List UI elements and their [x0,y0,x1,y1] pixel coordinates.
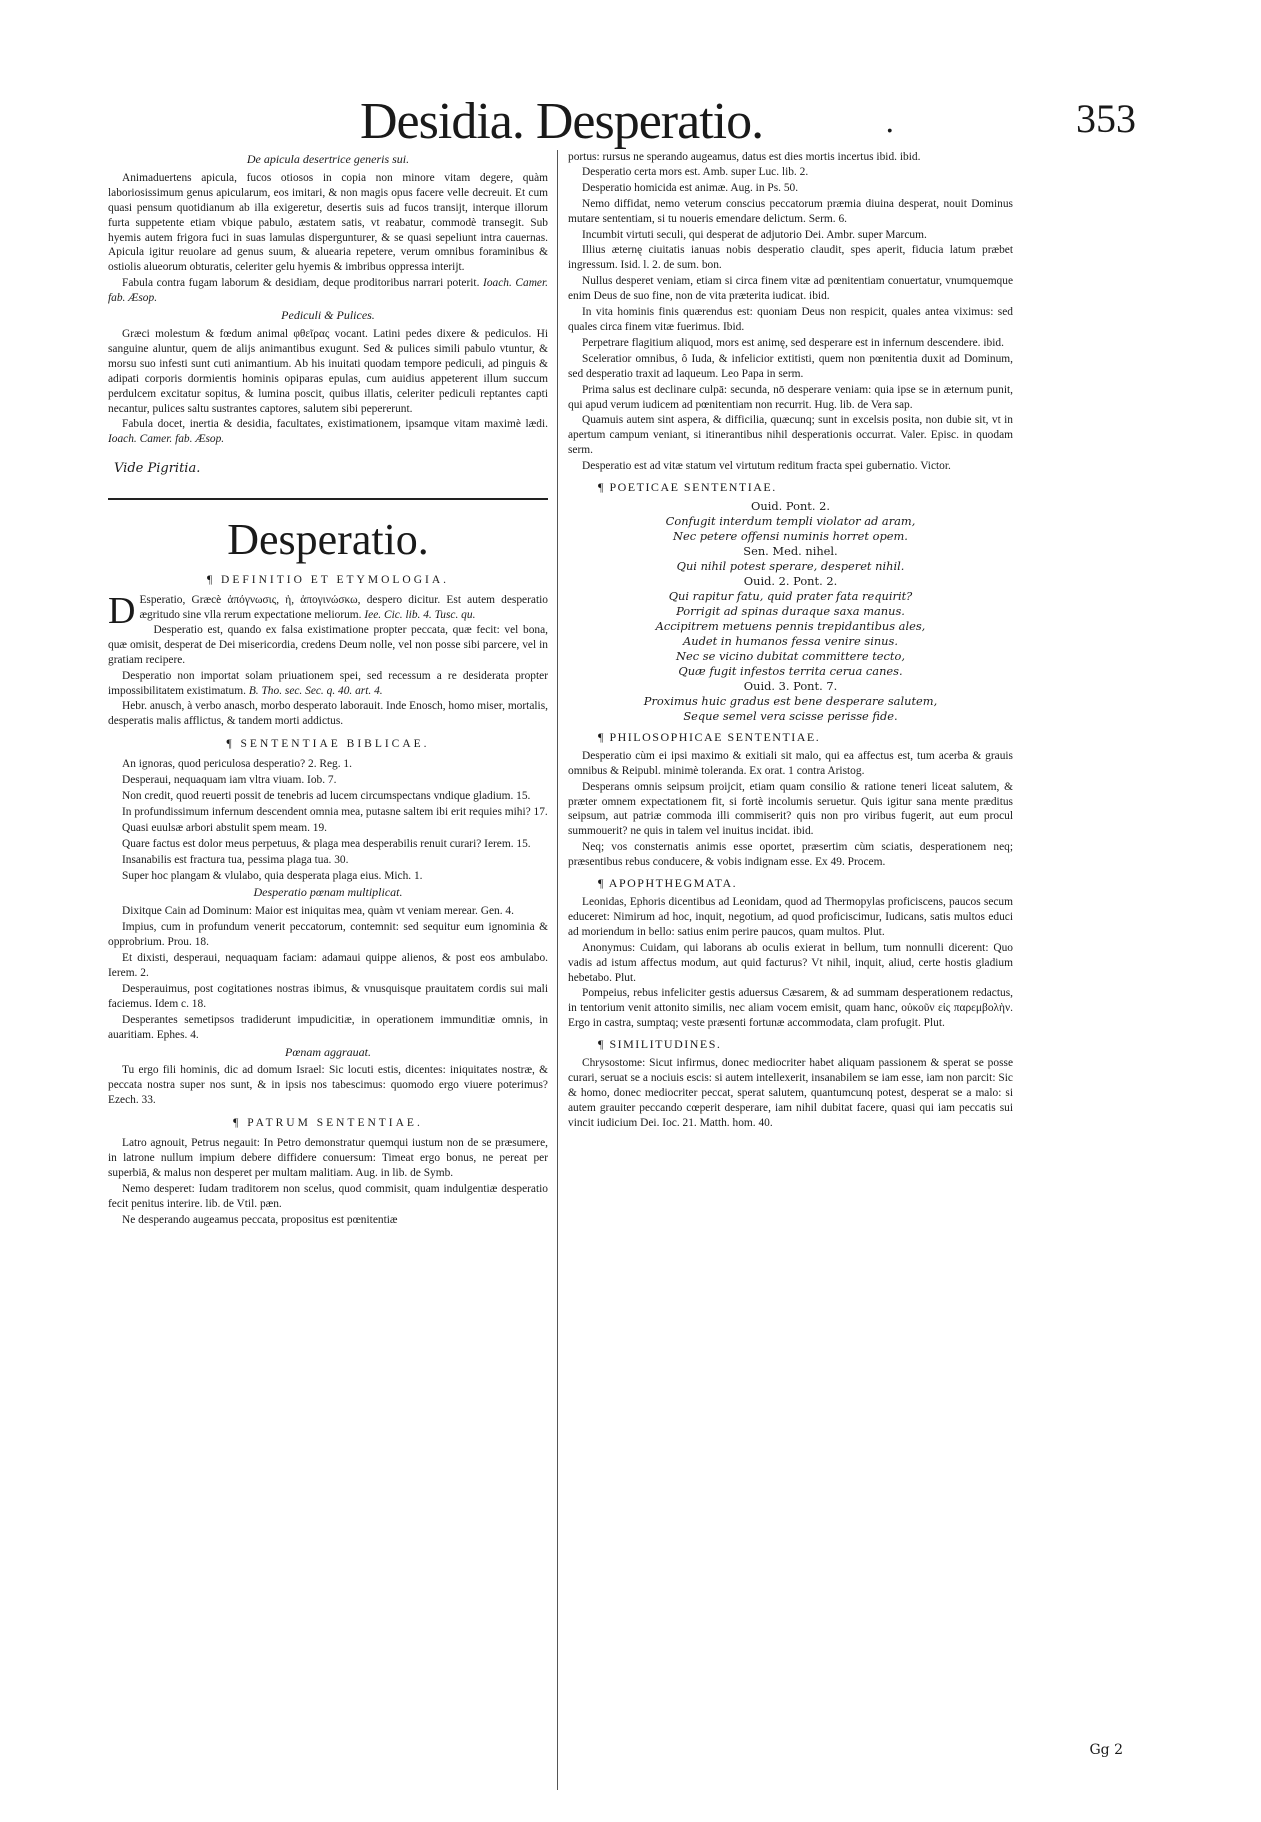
see-also-link: Vide Pigritia. [114,461,201,477]
aggrauat-quote: Tu ergo fili hominis, dic ad domum Israel: Sic locuti estis, dicentes: iniquitates nostræ, & peccata nostra super nos sunt, & in ipsis nos tabescimus: quomodo ergo viuere poterimus? Ezech. 33. [108,1064,548,1107]
poenam-quote: Desperantes semetipsos tradiderunt impudicitiæ, in operationem immunditiæ omnis, in auaritiam. Ephes. 4. [108,1013,548,1041]
apophthegm: Anonymus: Cuidam, qui laborans ab oculis exierat in bellum, tum nonnulli dicerent: Quo vadis ad istum affectus modum, aut quid facturus? Vt nihil, inquit, aliud, certe hostis gladium hebetabo. Plut. [568,941,1013,984]
drop-cap: D [108,590,136,633]
left-column [108,150,548,1228]
patrum-quote: Perpetrare flagitium aliquod, mors est animę, sed desperare est in infernum descendere. ibid. [582,336,1004,349]
philosophical-quote: Desperatio cùm ei ipsi maximo & exitiali sit malo, qui ea affectus est, tum acerba & grauis omnibus & Reipubl. minimè toleranda. Ex orat. 1 contra Aristog. [568,749,1013,777]
biblical-quote: Super hoc plangam & vlulabo, quia desperata plaga eius. Mich. 1. [122,869,423,882]
apophthegm: Leonidas, Ephoris dicentibus ad Leonidam, quod ad Thermopylas proficiscens, paucos secum educeret: Nimirum ad hoc, inquit, negotium, ad quod proficiscimur, Iudicans, satis multos educi ad moriendum in bello: satius enim perire paucos, quam multos. Plut. [568,896,1013,938]
patrum-quote: Incumbit virtuti seculi, qui desperat de adjutorio Dei. Ambr. super Marcum. [582,228,927,241]
verse-line: Proximus huic gradus est bene desperare salutem, [643,693,938,708]
verse-line: Qui nihil potest sperare, desperet nihil. [676,558,905,573]
patrum-quote: Nemo diffidat, nemo veterum conscius peccatorum præmia diuina desperat, nouit Dominus mutare sententiam, si tu noueris emendare delictum. Serm. 6. [568,197,1013,225]
patrum-quote: Nullus desperet veniam, etiam si circa finem vitæ ad pœnitentiam conuertatur, vnumquemque enim Deus de suo fine, non de vita præterita iudicat. ibid. [568,275,1013,303]
page-number: 353 [1076,96,1136,141]
definition-paragraph: D Esperatio, Græcè ἀπόγνωσις, ἡ, ἀπογινώσκω, despero dicitur. Est autem desperatio ægritudo sine vlla rerum expectatione meliorum. Iee. Cic. lib. 4. Tusc. qu. [108,590,548,633]
verse-source: Ouid. 2. Pont. 2. [743,573,838,588]
verse-line: Accipitrem metuens pennis trepidantibus ales, [655,618,926,633]
biblical-quote: Insanabilis est fractura tua, pessima plaga tua. 30. [122,853,349,866]
definitio-heading: ¶ DEFINITIO ET ETYMOLOGIA. [206,574,450,587]
right-column [568,150,1013,1132]
verse-line: Seque semel vera scisse perisse fide. [683,708,898,723]
similitudines-heading: ¶ SIMILITUDINES. [598,1037,722,1052]
poenam-heading: Desperatio pœnam multiplicat. [253,885,403,900]
verse-line: Nec se vicino dubitat committere tecto, [676,648,905,663]
signature-mark: Gg 2 [1089,1742,1123,1758]
philosophical-quote: Desperans omnis seipsum proijcit, etiam quam consilio & ratione teneri liceat salutem, & præter omnem expectationem fit, si fortè incolumis seruetur. Quis igitur sana mente præditus seipsum, aut patriæ commoda illi commiserit? quis non pro viribus fugerit, aut eum procul summouerit? ne quis in talem vel inuitus incidat. ibid. [568,780,1013,838]
philosophicae-heading: ¶ PHILOSOPHICAE SENTENTIAE. [598,729,821,744]
definition-paragraph: Desperatio non importat solam priuationem spei, sed recessum a re desiderata propter impossibilitatem existimatum. B. Tho. sec. Sec. q. 40. art. 4. [108,669,548,697]
patrum-quote: Desperatio certa mors est. Amb. super Luc. lib. 2. [582,165,809,178]
verse-line: Confugit interdum templi violator ad aram, [665,513,916,528]
biblical-quote: Non credit, quod reuerti possit de tenebris ad lucem circumspectans vndique gladium. 15. [122,790,531,802]
patrum-quote: Desperatio homicida est animæ. Aug. in Ps. 50. [582,181,799,194]
verse-source: Ouid. Pont. 2. [751,498,830,513]
patrum-quote: Quamuis autem sint aspera, & difficilia, quæcunq; sunt in excelsis posita, non dubie sit, vt in apertum campum veniant, si itinerantibus nihil desperationis occurrat. Valer. Episc. in quodam serm. [568,414,1013,457]
apicula-paragraph: Animaduertens apicula, fucos otiosos in copia non minore vitam degere, quàm laboriosissimum genus apicularum, eos imitari, & non magis opus facere velle decreuit. Et cum quasi pensum quotidianum ab illa exigeretur, desertis suis ad fucos transijt, interque illorum furta suppetente etiam vbique pabulo, æstatem satis, vt reabatur, commodè transegit. Sub hyemis autem frigora fuci in suas lamulas dispergunturer, & se quasi sepeliunt intra cauernas. Apicula igitur reuolare ad genus suum, & aluearia repetere, verum omnibus foraminibus & ostiolis alueorum obturatis, celeriter gelu hyemis & imbribus oppressa interijt. [108,171,548,274]
poenam-quote: Et dixisti, desperaui, nequaquam faciam: adamaui quippe alienos, & post eos ambulabo. Ierem. 2. [108,952,548,979]
patrum-heading: ¶ PATRUM SENTENTIAE. [233,1117,423,1130]
biblical-quote: In profundissimum infernum descendent omnia mea, putasne saltem ibi erit requies mihi? 17. [122,805,548,818]
running-head: Desidia. Desperatio. [360,93,764,150]
verse-line: Quæ fugit infestos territa cerua canes. [678,663,903,678]
verse-line: Audet in humanos fessa venire sinus. [683,633,898,648]
biblical-quote: Desperaui, nequaquam iam vltra viuam. Iob. 7. [122,774,337,787]
patrum-quote: Illius æternę ciuitatis ianuas nobis desperatio claudit, spes aperit, fiducia latum præbet ingressum. Isid. l. 2. de sum. bon. [568,244,1013,272]
pediculi-paragraph: Græci molestum & fœdum animal φθεῖρας vocant. Latini pedes dixere & pediculos. Hi sanguine aluntur, quem de alijs animantibus exugunt. Sed & pulices simili pabulo vtuntur, & morsu suo infesti sunt cuti animantium. Ab his inuitati quodam tempore pediculi, ad pinguis & adipati corporis dormientis hominis opiparas epulas, cum auidius appeterent illum succum perdulcem excitatur sopitus, & lumina poscit, quibus illatis, celeriter pediculi reptantes capti necantur, pulices saltu sustrantes captores, salutem sibi pepererunt. [108,327,548,415]
patrum-quote: Desperatio est ad vitæ statum vel virtutum reditum fracta spei gubernatio. Victor. [582,460,951,473]
patrum-quote: Latro agnouit, Petrus negauit: In Petro demonstratur quemqui iustum non de se præsumere, in latrone nullum impium debere diffidere conuersum: Timeat ergo bonus, ne pereat per superbiā, & malus non desperet per multam malitiam. Aug. in lib. de Symb. [108,1137,548,1179]
apophthegmata-heading: ¶ APOPHTHEGMATA. [598,876,738,891]
patrum-quote: Sceleratior omnibus, ô Iuda, & infelicior extitisti, quem non pœnitentia duxit ad Dominum, sed desperatio traxit ad laqueum. Leo Papa in serm. [568,352,1013,380]
header-dot: . [885,105,895,140]
poenam-quote: Dixitque Cain ad Dominum: Maior est iniquitas mea, quàm vt veniam merear. Gen. 4. [122,905,514,918]
verse-source: Ouid. 3. Pont. 7. [743,678,838,693]
verse-line: Nec petere offensi numinis horret opem. [673,528,908,543]
verse-source: Sen. Med. nihel. [743,543,838,558]
biblical-quote: Quare factus est dolor meus perpetuus, & plaga mea desperabilis renuit curari? Ierem. 15. [122,837,531,850]
aggrauat-heading: Pœnam aggrauat. [284,1044,371,1059]
apicula-moral: Fabula contra fugam laborum & desidiam, deque proditoribus narrari poterit. Ioach. Camer. fab. Æsop. [108,277,548,305]
patrum-quote: Ne desperando augeamus peccata, propositus est pœnitentiæ [122,1213,398,1226]
biblical-quote: Quasi euulsæ arbori abstulit spem meam. 19. [122,821,327,834]
similitude: Chrysostome: Sicut infirmus, donec mediocriter habet aliquam passionem & sperat se posse curari, seruat se a nociuis escis: si autem intellexerit, insanabilem se iam esse, iam non parcit: Sic & homo, donec mediocriter peccat, sperat salutem, quantumcunq potest, desperat se a malo: si autem grauiter peccando cœperit desperare, iam nihil dubitat facere, quasi qui iam peccatis sui vincit iudicium Dei. Ioc. 21. Matth. hom. 40. [568,1057,1013,1129]
section-rule [108,498,548,500]
patrum-quote: Nemo desperet: Iudam traditorem non scelus, quod commisit, quam indulgentiæ desperatio fecit penitus interire. lib. de Vtil. pæn. [108,1182,548,1210]
definition-paragraph: Hebr. anusch, à verbo anasch, morbo desperato laborauit. Inde Enosch, homo miser, mortalis, desperatis malis afflictus, & tandem morti addictus. [108,700,548,728]
biblicae-heading: ¶ SENTENTIAE BIBLICAE. [226,738,430,751]
philosophical-quote: Neq; vos consternatis animis esse oportet, præsertim cùm sciatis, desperationem neq; præsentibus rebus conducere, & vobis indignam esse. Ex 49. Procem. [568,841,1013,869]
continuation-text: portus: rursus ne sperando augeamus, datus est dies mortis incertus ibid. ibid. [568,151,921,163]
patrum-quote: In vita hominis finis quærendus est: quoniam Deus non respicit, quales antea viximus: sed quales circa finem vitæ fuerimus. Ibid. [568,306,1013,333]
verse-line: Porrigit ad spinas duraque saxa manus. [676,603,905,618]
biblical-quote: An ignoras, quod periculosa desperatio? 2. Reg. 1. [122,758,352,771]
apicula-heading: De apicula desertrice generis sui. [246,152,410,166]
section-title: Desperatio. [227,515,429,565]
definition-paragraph: Desperatio est, quando ex falsa existimatione propter peccata, quæ fecit: vel bona, quæ omisit, desperat de Dei misericordia, credens Deum nolle, vel non posse sibi parcere, vel in gratiam recipere. [108,623,548,666]
patrum-quote: Prima salus est declinare culpā: secunda, nō desperare veniam: quia ipse se in æternum punit, qui apud verum iudicem ad pœnitentiam non recurrit. Hug. lib. de Vera sap. [568,383,1013,411]
pediculi-heading: Pediculi & Pulices. [281,308,375,323]
poenam-quote: Desperauimus, post cogitationes nostras ibimus, & vnusquisque prauitatem cordis sui mali faciemus. Idem c. 18. [108,982,548,1010]
column-divider [557,150,558,1790]
poenam-quote: Impius, cum in profundum venerit peccatorum, contemnit: sed sequitur eum ignominia & opprobrium. Prou. 18. [108,921,548,949]
poeticae-heading: ¶ POETICAE SENTENTIAE. [598,480,777,495]
apophthegm: Pompeius, rebus infeliciter gestis aduersus Cæsarem, & ad summam desperationem redactus, in tentorium venit attonito similis, nec aliam vocem emisit, quam hanc, οὐκοῦν εἰς παρεμβολὴν. Ergo in castra, sumptaq; veste præsenti fortunæ accommodata, clam profugit. Plut. [568,987,1013,1030]
verse-line: Qui rapitur fatu, quid prater fata requirit? [668,588,913,603]
pediculi-moral: Fabula docet, inertia & desidia, facultates, existimationem, ipsamque vitam maximè lædi. Ioach. Camer. fab. Æsop. [108,418,548,446]
